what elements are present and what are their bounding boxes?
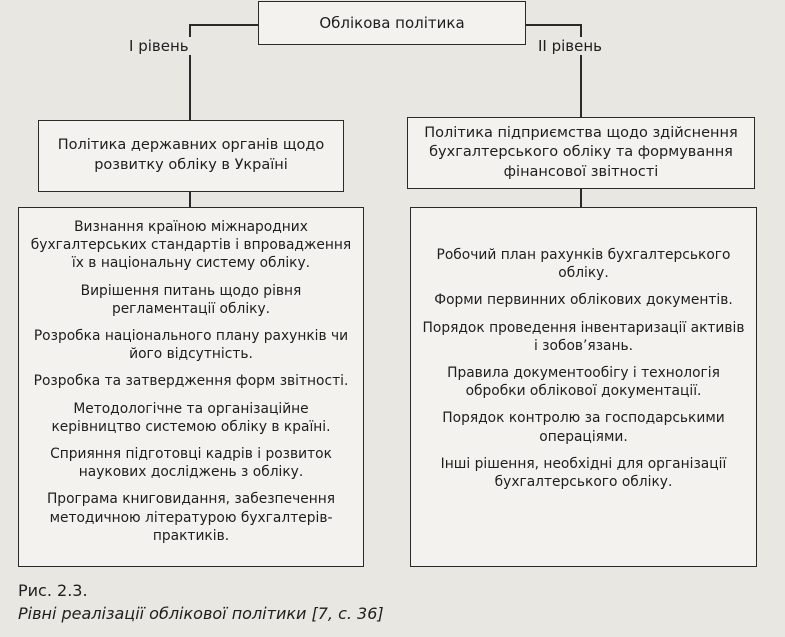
right-item: Правила документообігу і технологія обробки облікової документації. — [447, 365, 720, 400]
right-level-label: II рівень — [534, 37, 606, 55]
left-item: Розробка та затвердження форм звітності. — [33, 373, 349, 390]
figure-caption: Рівні реалізації облікової політики [7, с. 36] — [18, 604, 384, 623]
right-item: Порядок контролю за господарськими операціями. — [442, 410, 725, 445]
left-item: Програма книговидання, забезпечення методичною літературою бухгалтерів-практиків. — [46, 491, 336, 544]
figure-number: Рис. 2.3. — [18, 581, 88, 600]
connector-left-horizontal — [189, 24, 259, 26]
left-item: Розробка національного плану рахунків чи його відсутність. — [33, 328, 349, 363]
right-item: Порядок проведення інвентаризації активів і зобов’язань. — [422, 319, 745, 354]
left-item: Вирішення питань щодо рівня регламентації обліку. — [80, 282, 302, 317]
left-level-label: I рівень — [125, 37, 193, 55]
diagram-title: Облікова політика — [319, 14, 465, 32]
right-items-box — [410, 207, 757, 567]
diagram-title-box — [258, 1, 526, 45]
left-header-text: Політика державних органів щодо розвитку обліку в Україні — [57, 137, 325, 173]
right-item: Інші рішення, необхідні для організації бухгалтерського обліку. — [440, 455, 727, 491]
right-item: Форми первинних облікових документів. — [434, 292, 733, 309]
connector-right-vertical-mid — [580, 189, 582, 207]
right-header-box — [407, 117, 755, 189]
right-header-text: Політика підприємства щодо здійснення бухгалтерського обліку та формування фінансової звітності — [424, 124, 738, 180]
left-item: Сприяння підготовці кадрів і розвиток наукових досліджень з обліку. — [50, 446, 332, 481]
connector-right-horizontal — [526, 24, 580, 26]
right-item: Робочий план рахунків бухгалтерського обліку. — [436, 247, 731, 282]
left-item: Методологічне та організаційне керівництво системою обліку в країні. — [51, 400, 331, 435]
left-items-box — [18, 207, 364, 567]
left-header-box — [38, 120, 344, 192]
connector-left-vertical-mid — [189, 192, 191, 207]
left-item: Визнання країною міжнародних бухгалтерських стандартів і впровадження їх в національну систему обліку. — [30, 219, 352, 272]
